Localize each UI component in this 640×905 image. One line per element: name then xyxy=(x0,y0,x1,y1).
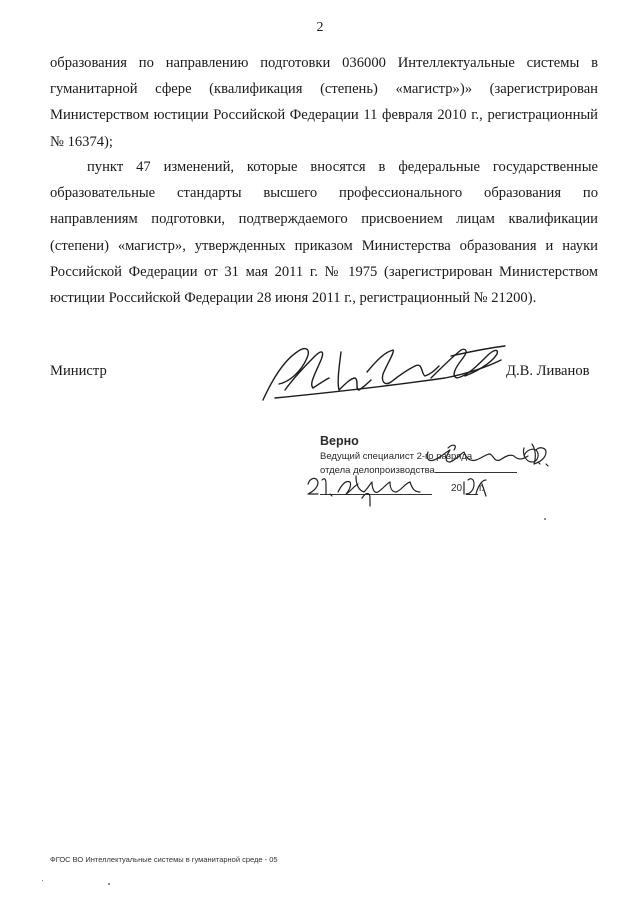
year-prefix: 20 xyxy=(451,483,463,494)
year-suffix: г. xyxy=(479,483,485,494)
certifier-position: Ведущий специалист 2-го разряда xyxy=(320,451,473,462)
scan-speck xyxy=(544,518,546,520)
signatory-title: Министр xyxy=(50,363,107,379)
paragraph-1: образования по направлению подготовки 036000 Интеллектуальные системы в гуманитарной сфере (квалификация (степень) «магистр»)» (зарегистрирован Министерством юстиции Российской Федерации 11 февраля 2010 г., регистрационный № 16374); xyxy=(50,55,598,150)
certification-heading: Верно xyxy=(320,434,359,448)
signature-mark xyxy=(255,338,510,408)
scan-speck xyxy=(42,880,43,881)
paragraph-2: пункт 47 изменений, которые вносятся в федеральные государственные образовательные стандарты высшего профессионального образования по направлениям подготовки, подтверждаемого присвоением лицам квалификации (степени) «магистр», утвержденных приказом Министерства образования и науки Российской Федерации от 31 мая 2011 г. № 1975 (зарегистрирован Министерством юстиции Российской Федерации 28 июня 2011 г., регистрационный № 21200). xyxy=(50,159,598,307)
certifier-department-label: отдела делопроизводства xyxy=(320,465,435,476)
signatory-name: Д.В. Ливанов xyxy=(506,363,590,379)
document-footer: ФГОС ВО Интеллектуальные системы в гуманитарной среде - 05 xyxy=(50,855,278,864)
scan-speck xyxy=(108,883,110,885)
page-number: 2 xyxy=(316,20,324,35)
handwritten-certification xyxy=(300,440,550,510)
